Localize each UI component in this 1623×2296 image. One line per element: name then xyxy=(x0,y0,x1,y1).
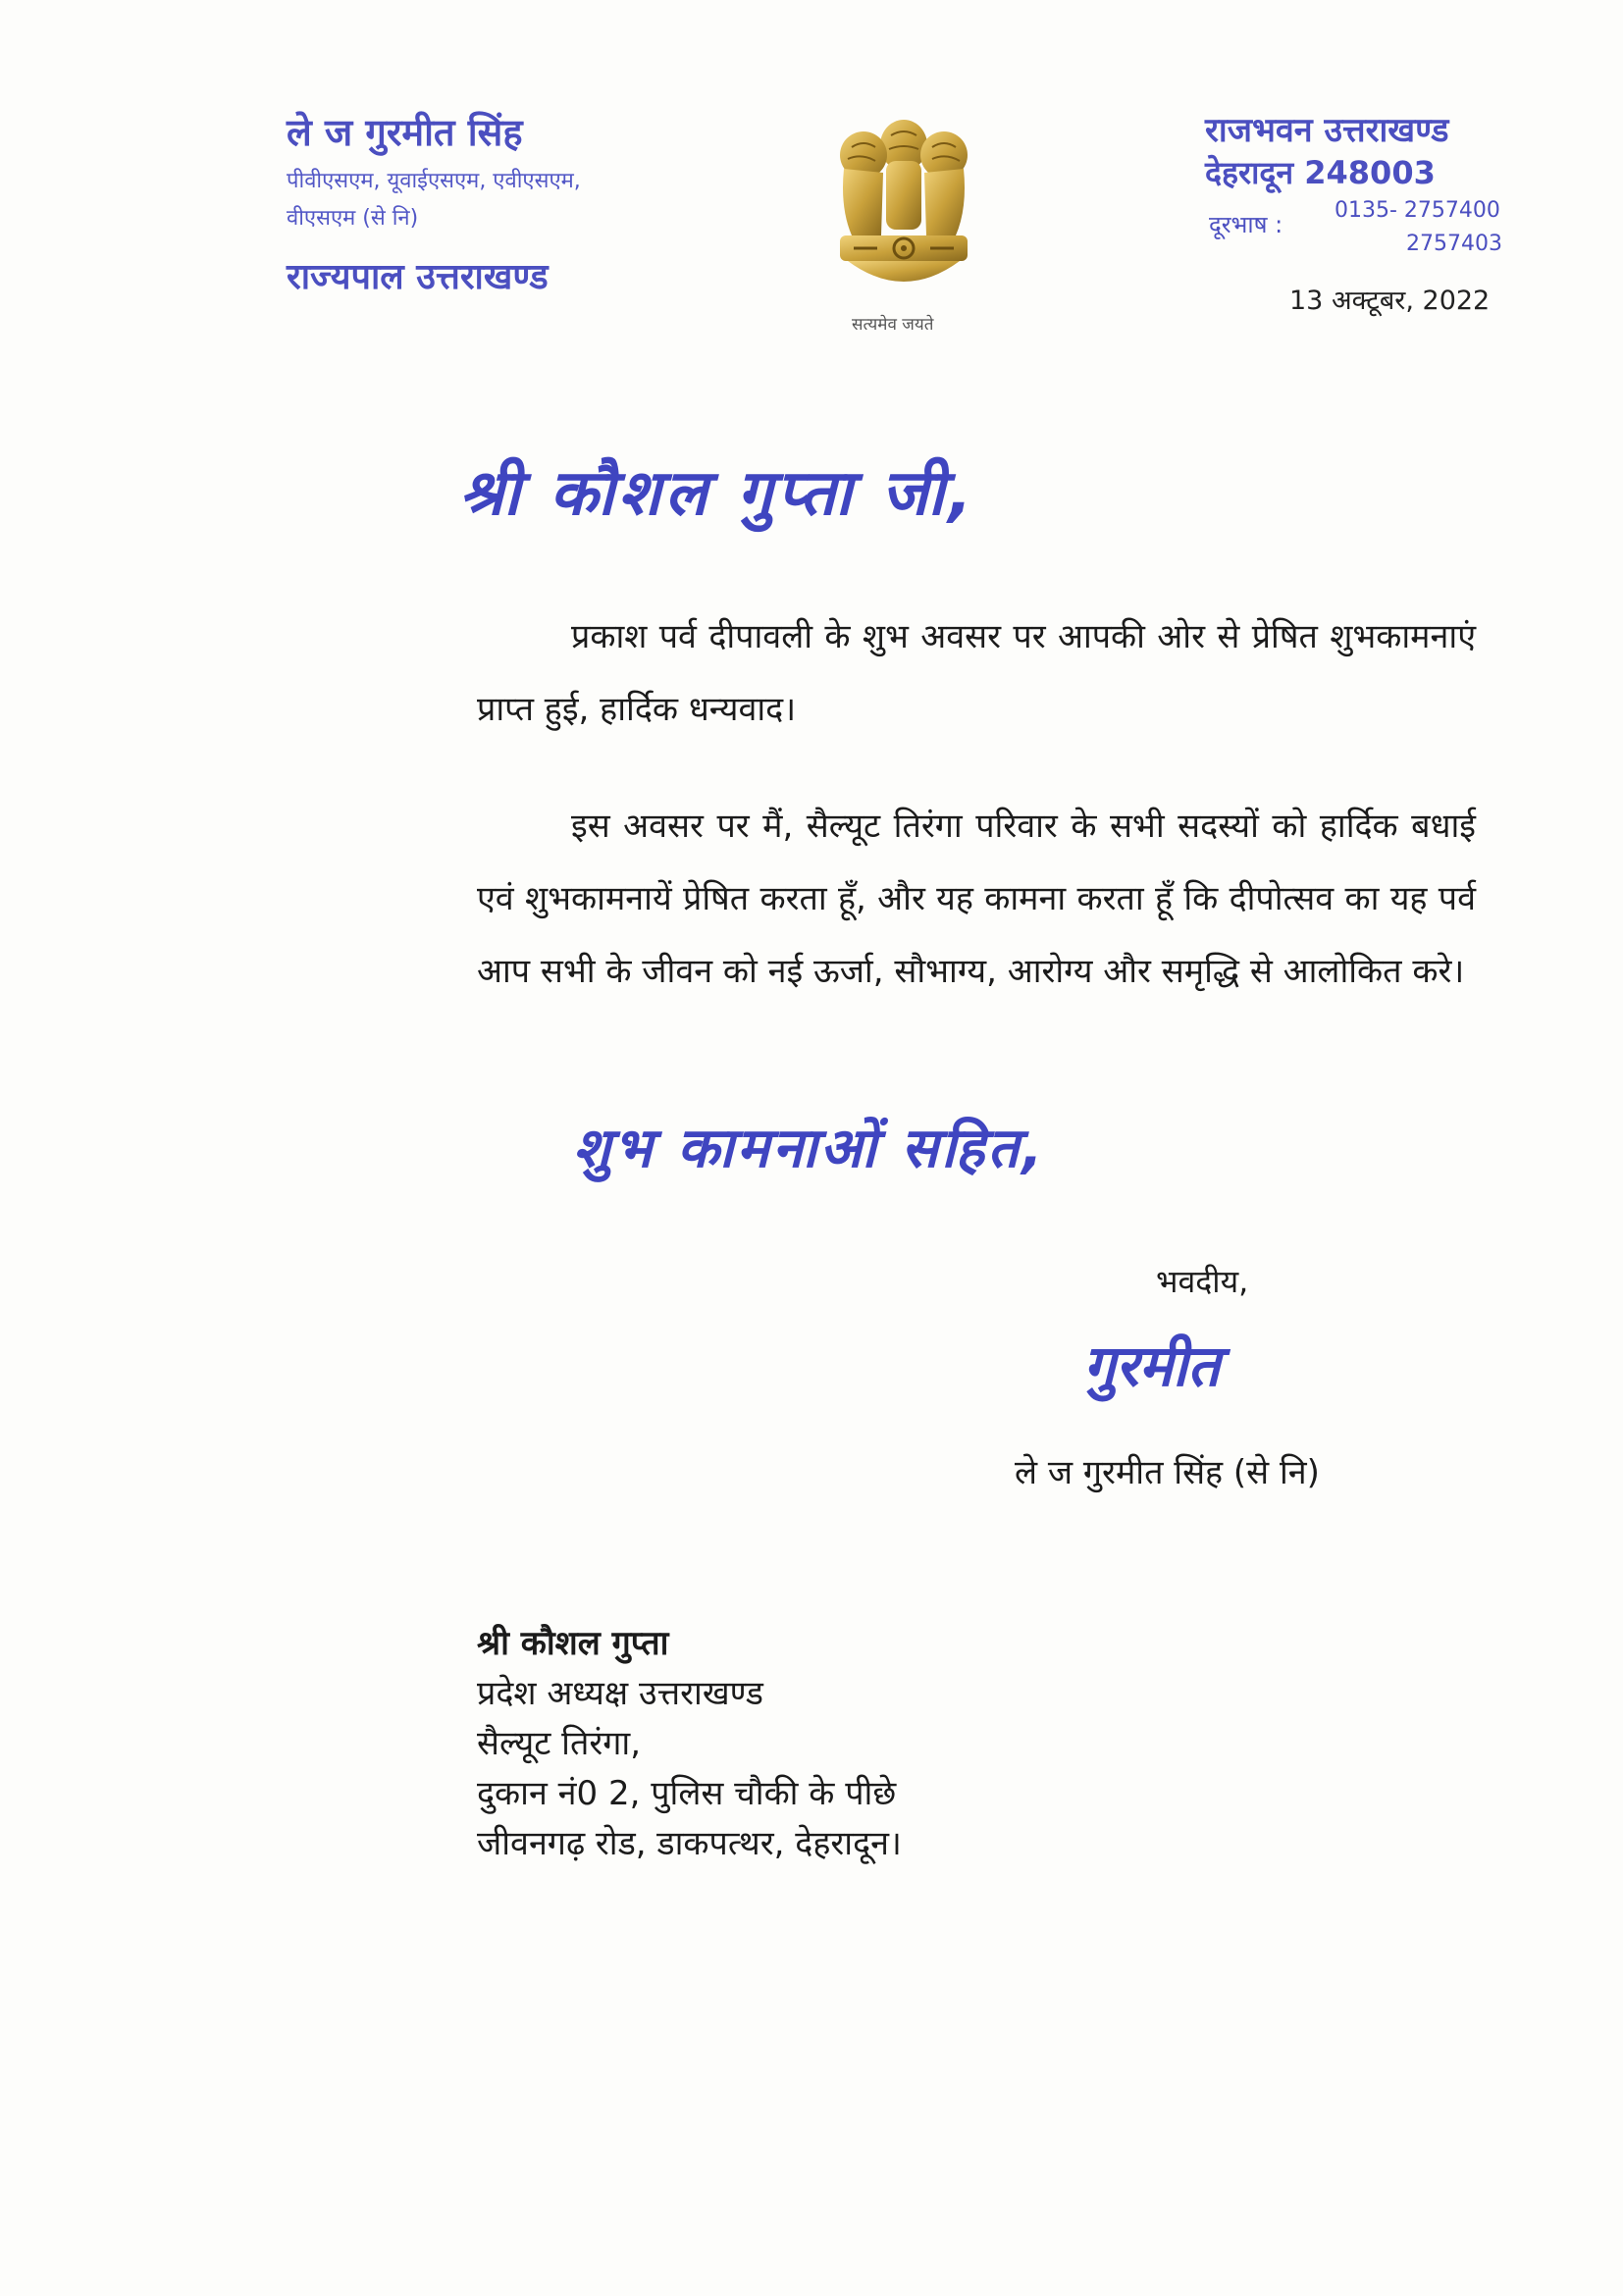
sender-medals-line1: पीवीएसएम, यूवाईएसएम, एवीएसएम, xyxy=(287,169,581,193)
signatory-name: ले ज गुरमीत सिंह (से नि) xyxy=(1015,1453,1320,1492)
national-emblem xyxy=(830,110,977,336)
sender-designation: राज्यपाल उत्तराखण्ड xyxy=(287,257,549,297)
handwritten-salutation: श्री कौशल गुप्ता जी, xyxy=(459,457,976,530)
phone-number-1: 0135- 2757400 xyxy=(1335,198,1500,223)
sender-medals-line2: वीएसएम (से नि) xyxy=(287,206,419,231)
recipient-address-line4: जीवनगढ़ रोड, डाकपत्थर, देहरादून। xyxy=(477,1824,902,1863)
emblem-motto: सत्यमेव जयते xyxy=(852,315,934,335)
recipient-address-line1: प्रदेश अध्यक्ष उत्तराखण्ड xyxy=(477,1674,763,1713)
sender-name: ले ज गुरमीत सिंह xyxy=(287,111,523,154)
recipient-address-line2: सैल्यूट तिरंगा, xyxy=(477,1724,642,1763)
phone-label: दूरभाष : xyxy=(1209,211,1283,238)
recipient-address-line3: दुकान नं0 2, पुलिस चौकी के पीछे xyxy=(477,1774,897,1813)
lion-capital-icon xyxy=(830,110,977,316)
recipient-name: श्री कौशल गुप्ता xyxy=(477,1624,669,1663)
handwritten-closing: शुभ कामनाओं सहित, xyxy=(573,1117,1046,1180)
letter-date: 13 अक्टूबर, 2022 xyxy=(1289,286,1491,316)
body-paragraph-1: प्रकाश पर्व दीपावली के शुभ अवसर पर आपकी ओर से प्रेषित शुभकामनाएं प्राप्त हुई, हार्दिक धन्यवाद। xyxy=(477,617,1476,729)
regards-text: भवदीय, xyxy=(1156,1263,1249,1300)
office-name: राजभवन उत्तराखण्ड xyxy=(1205,111,1449,150)
signature: गुरमीत xyxy=(1083,1332,1221,1399)
phone-number-2: 2757403 xyxy=(1406,232,1502,256)
office-city: देहरादून 248003 xyxy=(1205,154,1436,191)
recipient-address xyxy=(477,1619,902,1869)
body-paragraph-2: इस अवसर पर मैं, सैल्यूट तिरंगा परिवार के सभी सदस्यों को हार्दिक बधाई एवं शुभकामनायें प्रेषित करता हूँ, और यह कामना करता हूँ कि दीपोत्सव का यह पर्व आप सभी के जीवन को नई ऊर्जा, सौभाग्य, आरोग्य और समृद्धि से आलोकित करे। xyxy=(477,807,1476,991)
